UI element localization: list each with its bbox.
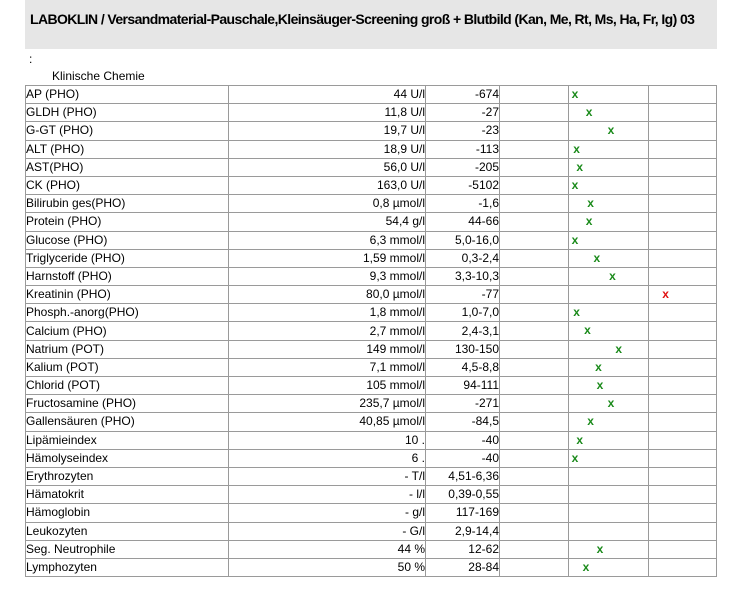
test-value: 80,0 µmol/l: [229, 286, 426, 304]
reference-range: -674: [426, 86, 500, 104]
reference-range: -271: [426, 395, 500, 413]
chart-normal-zone: [569, 304, 649, 322]
test-name: Bilirubin ges(PHO): [26, 195, 229, 213]
normal-marker: x: [593, 250, 601, 265]
test-name: Gallensäuren (PHO): [26, 413, 229, 431]
result-row: [26, 395, 717, 413]
test-value: 2,7 mmol/l: [229, 322, 426, 340]
reference-range: -40: [426, 431, 500, 449]
test-value: - l/l: [229, 486, 426, 504]
test-name: Leukozyten: [26, 522, 229, 540]
chart-low-zone: [500, 86, 569, 104]
chart-high-zone: [649, 267, 717, 285]
chart-high-zone: [649, 467, 717, 485]
chart-low-zone: [500, 213, 569, 231]
result-row: [26, 195, 717, 213]
chart-normal-zone: [569, 540, 649, 558]
reference-range: 4,5-8,8: [426, 358, 500, 376]
test-name: Kalium (POT): [26, 358, 229, 376]
chart-normal-zone: [569, 395, 649, 413]
test-value: 163,0 U/l: [229, 176, 426, 194]
test-name: Calcium (PHO): [26, 322, 229, 340]
chart-high-zone: [649, 176, 717, 194]
test-name: Lipämieindex: [26, 431, 229, 449]
test-value: 10 .: [229, 431, 426, 449]
test-name: Harnstoff (PHO): [26, 267, 229, 285]
chart-low-zone: [500, 522, 569, 540]
result-row: [26, 231, 717, 249]
chart-normal-zone: [569, 104, 649, 122]
normal-marker: x: [576, 159, 584, 174]
chart-low-zone: [500, 249, 569, 267]
test-value: 7,1 mmol/l: [229, 358, 426, 376]
test-name: Glucose (PHO): [26, 231, 229, 249]
chart-low-zone: [500, 504, 569, 522]
test-value: 9,3 mmol/l: [229, 267, 426, 285]
test-name: CK (PHO): [26, 176, 229, 194]
chart-normal-zone: [569, 413, 649, 431]
chart-normal-zone: [569, 176, 649, 194]
chart-normal-zone: [569, 213, 649, 231]
chart-high-zone: [649, 431, 717, 449]
chart-low-zone: [500, 140, 569, 158]
result-row: [26, 249, 717, 267]
normal-marker: x: [595, 359, 602, 374]
reference-range: 94-111: [426, 377, 500, 395]
chart-high-zone: [649, 540, 717, 558]
normal-marker: x: [573, 305, 580, 320]
chart-low-zone: [500, 267, 569, 285]
reference-range: -1,6: [426, 195, 500, 213]
chart-normal-zone: [569, 286, 649, 304]
result-row: [26, 467, 717, 485]
reference-range: -5102: [426, 176, 500, 194]
result-row: [26, 213, 717, 231]
result-row: [26, 176, 717, 194]
normal-marker: x: [587, 414, 594, 429]
chart-low-zone: [500, 431, 569, 449]
chart-high-zone: [649, 231, 717, 249]
normal-marker: x: [587, 196, 594, 211]
chart-low-zone: [500, 449, 569, 467]
test-value: 18,9 U/l: [229, 140, 426, 158]
result-row: [26, 522, 717, 540]
chart-normal-zone: [569, 504, 649, 522]
chart-high-zone: [649, 140, 717, 158]
chart-low-zone: [500, 231, 569, 249]
reference-range: 0,3-2,4: [426, 249, 500, 267]
normal-marker: x: [607, 396, 615, 411]
report-header: [25, 0, 717, 49]
test-value: 235,7 µmol/l: [229, 395, 426, 413]
reference-range: -84,5: [426, 413, 500, 431]
test-value: 0,8 µmol/l: [229, 195, 426, 213]
test-name: Erythrozyten: [26, 467, 229, 485]
chart-high-zone: [649, 377, 717, 395]
result-row: [26, 304, 717, 322]
test-name: GLDH (PHO): [26, 104, 229, 122]
reference-range: 12-62: [426, 540, 500, 558]
chart-high-zone: [649, 122, 717, 140]
test-name: Protein (PHO): [26, 213, 229, 231]
reference-range: 130-150: [426, 340, 500, 358]
result-row: [26, 286, 717, 304]
chart-normal-zone: [569, 449, 649, 467]
test-value: 1,8 mmol/l: [229, 304, 426, 322]
normal-marker: x: [615, 341, 623, 356]
chart-low-zone: [500, 395, 569, 413]
chart-high-zone: [649, 304, 717, 322]
chart-low-zone: [500, 467, 569, 485]
test-value: 105 mmol/l: [229, 377, 426, 395]
normal-marker: x: [584, 323, 591, 338]
chart-normal-zone: [569, 195, 649, 213]
test-value: 1,59 mmol/l: [229, 249, 426, 267]
test-name: AP (PHO): [26, 86, 229, 104]
chart-low-zone: [500, 304, 569, 322]
chart-high-zone: [649, 413, 717, 431]
reference-range: 2,4-3,1: [426, 322, 500, 340]
test-value: 149 mmol/l: [229, 340, 426, 358]
reference-range: -23: [426, 122, 500, 140]
chart-normal-zone: [569, 86, 649, 104]
result-row: [26, 486, 717, 504]
reference-range: -27: [426, 104, 500, 122]
result-row: [26, 540, 717, 558]
chart-high-zone: [649, 395, 717, 413]
chart-low-zone: [500, 558, 569, 576]
test-name: Kreatinin (PHO): [26, 286, 229, 304]
result-row: [26, 449, 717, 467]
normal-marker: x: [582, 559, 590, 574]
chart-high-zone: [649, 286, 717, 304]
test-name: Hämoglobin: [26, 504, 229, 522]
test-value: 11,8 U/l: [229, 104, 426, 122]
normal-marker: x: [571, 177, 579, 192]
chart-low-zone: [500, 176, 569, 194]
chart-normal-zone: [569, 267, 649, 285]
reference-range: 44-66: [426, 213, 500, 231]
test-name: ALT (PHO): [26, 140, 229, 158]
normal-marker: x: [585, 105, 593, 120]
chart-low-zone: [500, 413, 569, 431]
test-name: Hämolyseindex: [26, 449, 229, 467]
chart-normal-zone: [569, 467, 649, 485]
test-value: 19,7 U/l: [229, 122, 426, 140]
result-row: [26, 358, 717, 376]
test-value: 44 U/l: [229, 86, 426, 104]
reference-range: -205: [426, 158, 500, 176]
normal-marker: x: [607, 123, 615, 138]
chart-normal-zone: [569, 340, 649, 358]
chart-normal-zone: [569, 486, 649, 504]
test-name: Fructosamine (PHO): [26, 395, 229, 413]
report-title: LABOKLIN / Versandmaterial-Pauschale,Kleinsäuger-Screening groß + Blutbild (Kan, Me, Rt, Ms, Ha, Fr, Ig) 03: [30, 11, 695, 27]
test-name: G-GT (PHO): [26, 122, 229, 140]
test-value: 56,0 U/l: [229, 158, 426, 176]
normal-marker: x: [609, 268, 616, 283]
result-row: [26, 158, 717, 176]
chart-normal-zone: [569, 122, 649, 140]
section-title: Klinische Chemie: [52, 69, 145, 83]
chart-high-zone: [649, 522, 717, 540]
chart-high-zone: [649, 158, 717, 176]
chart-normal-zone: [569, 231, 649, 249]
chart-high-zone: [649, 504, 717, 522]
test-name: Chlorid (POT): [26, 377, 229, 395]
result-row: [26, 140, 717, 158]
chart-low-zone: [500, 377, 569, 395]
reference-range: 5,0-16,0: [426, 231, 500, 249]
test-name: AST(PHO): [26, 158, 229, 176]
test-name: Phosph.-anorg(PHO): [26, 304, 229, 322]
test-value: 50 %: [229, 558, 426, 576]
normal-marker: x: [585, 214, 593, 229]
chart-low-zone: [500, 540, 569, 558]
chart-high-zone: [649, 486, 717, 504]
chart-normal-zone: [569, 522, 649, 540]
test-value: - T/l: [229, 467, 426, 485]
normal-marker: x: [576, 432, 584, 447]
normal-marker: x: [571, 450, 579, 465]
chart-high-zone: [649, 213, 717, 231]
chart-low-zone: [500, 358, 569, 376]
results-table: [25, 85, 717, 577]
colon-label: :: [29, 52, 33, 66]
chart-low-zone: [500, 104, 569, 122]
chart-normal-zone: [569, 358, 649, 376]
result-row: [26, 431, 717, 449]
chart-normal-zone: [569, 431, 649, 449]
reference-range: -77: [426, 286, 500, 304]
chart-high-zone: [649, 249, 717, 267]
chart-low-zone: [500, 322, 569, 340]
result-row: [26, 504, 717, 522]
chart-normal-zone: [569, 377, 649, 395]
result-row: [26, 413, 717, 431]
result-row: [26, 104, 717, 122]
test-name: Seg. Neutrophile: [26, 540, 229, 558]
chart-normal-zone: [569, 322, 649, 340]
reference-range: 28-84: [426, 558, 500, 576]
test-value: - G/l: [229, 522, 426, 540]
reference-range: -113: [426, 140, 500, 158]
result-row: [26, 377, 717, 395]
normal-marker: x: [571, 87, 579, 101]
chart-low-zone: [500, 195, 569, 213]
normal-marker: x: [596, 541, 604, 556]
chart-high-zone: [649, 358, 717, 376]
result-row: [26, 122, 717, 140]
result-row: [26, 340, 717, 358]
chart-normal-zone: [569, 158, 649, 176]
chart-low-zone: [500, 122, 569, 140]
test-name: Triglyceride (PHO): [26, 249, 229, 267]
chart-high-zone: [649, 340, 717, 358]
normal-marker: x: [596, 378, 604, 392]
chart-high-zone: [649, 558, 717, 576]
test-value: 54,4 g/l: [229, 213, 426, 231]
chart-low-zone: [500, 286, 569, 304]
reference-range: -40: [426, 449, 500, 467]
reference-range: 2,9-14,4: [426, 522, 500, 540]
chart-high-zone: [649, 86, 717, 104]
reference-range: 4,51-6,36: [426, 467, 500, 485]
test-value: - g/l: [229, 504, 426, 522]
chart-low-zone: [500, 158, 569, 176]
chart-high-zone: [649, 195, 717, 213]
test-value: 6,3 mmol/l: [229, 231, 426, 249]
chart-low-zone: [500, 340, 569, 358]
result-row: [26, 86, 717, 104]
test-value: 6 .: [229, 449, 426, 467]
test-value: 44 %: [229, 540, 426, 558]
reference-range: 117-169: [426, 504, 500, 522]
test-value: 40,85 µmol/l: [229, 413, 426, 431]
chart-high-zone: [649, 449, 717, 467]
chart-high-zone: [649, 322, 717, 340]
normal-marker: x: [573, 141, 580, 156]
normal-marker: x: [571, 232, 579, 247]
reference-range: 3,3-10,3: [426, 267, 500, 285]
test-name: Lymphozyten: [26, 558, 229, 576]
reference-range: 1,0-7,0: [426, 304, 500, 322]
chart-low-zone: [500, 486, 569, 504]
result-row: [26, 558, 717, 576]
chart-high-zone: [649, 104, 717, 122]
chart-normal-zone: [569, 140, 649, 158]
result-row: [26, 267, 717, 285]
chart-normal-zone: [569, 558, 649, 576]
reference-range: 0,39-0,55: [426, 486, 500, 504]
test-name: Hämatokrit: [26, 486, 229, 504]
chart-normal-zone: [569, 249, 649, 267]
result-row: [26, 322, 717, 340]
abnormal-marker: x: [662, 287, 669, 302]
test-name: Natrium (POT): [26, 340, 229, 358]
